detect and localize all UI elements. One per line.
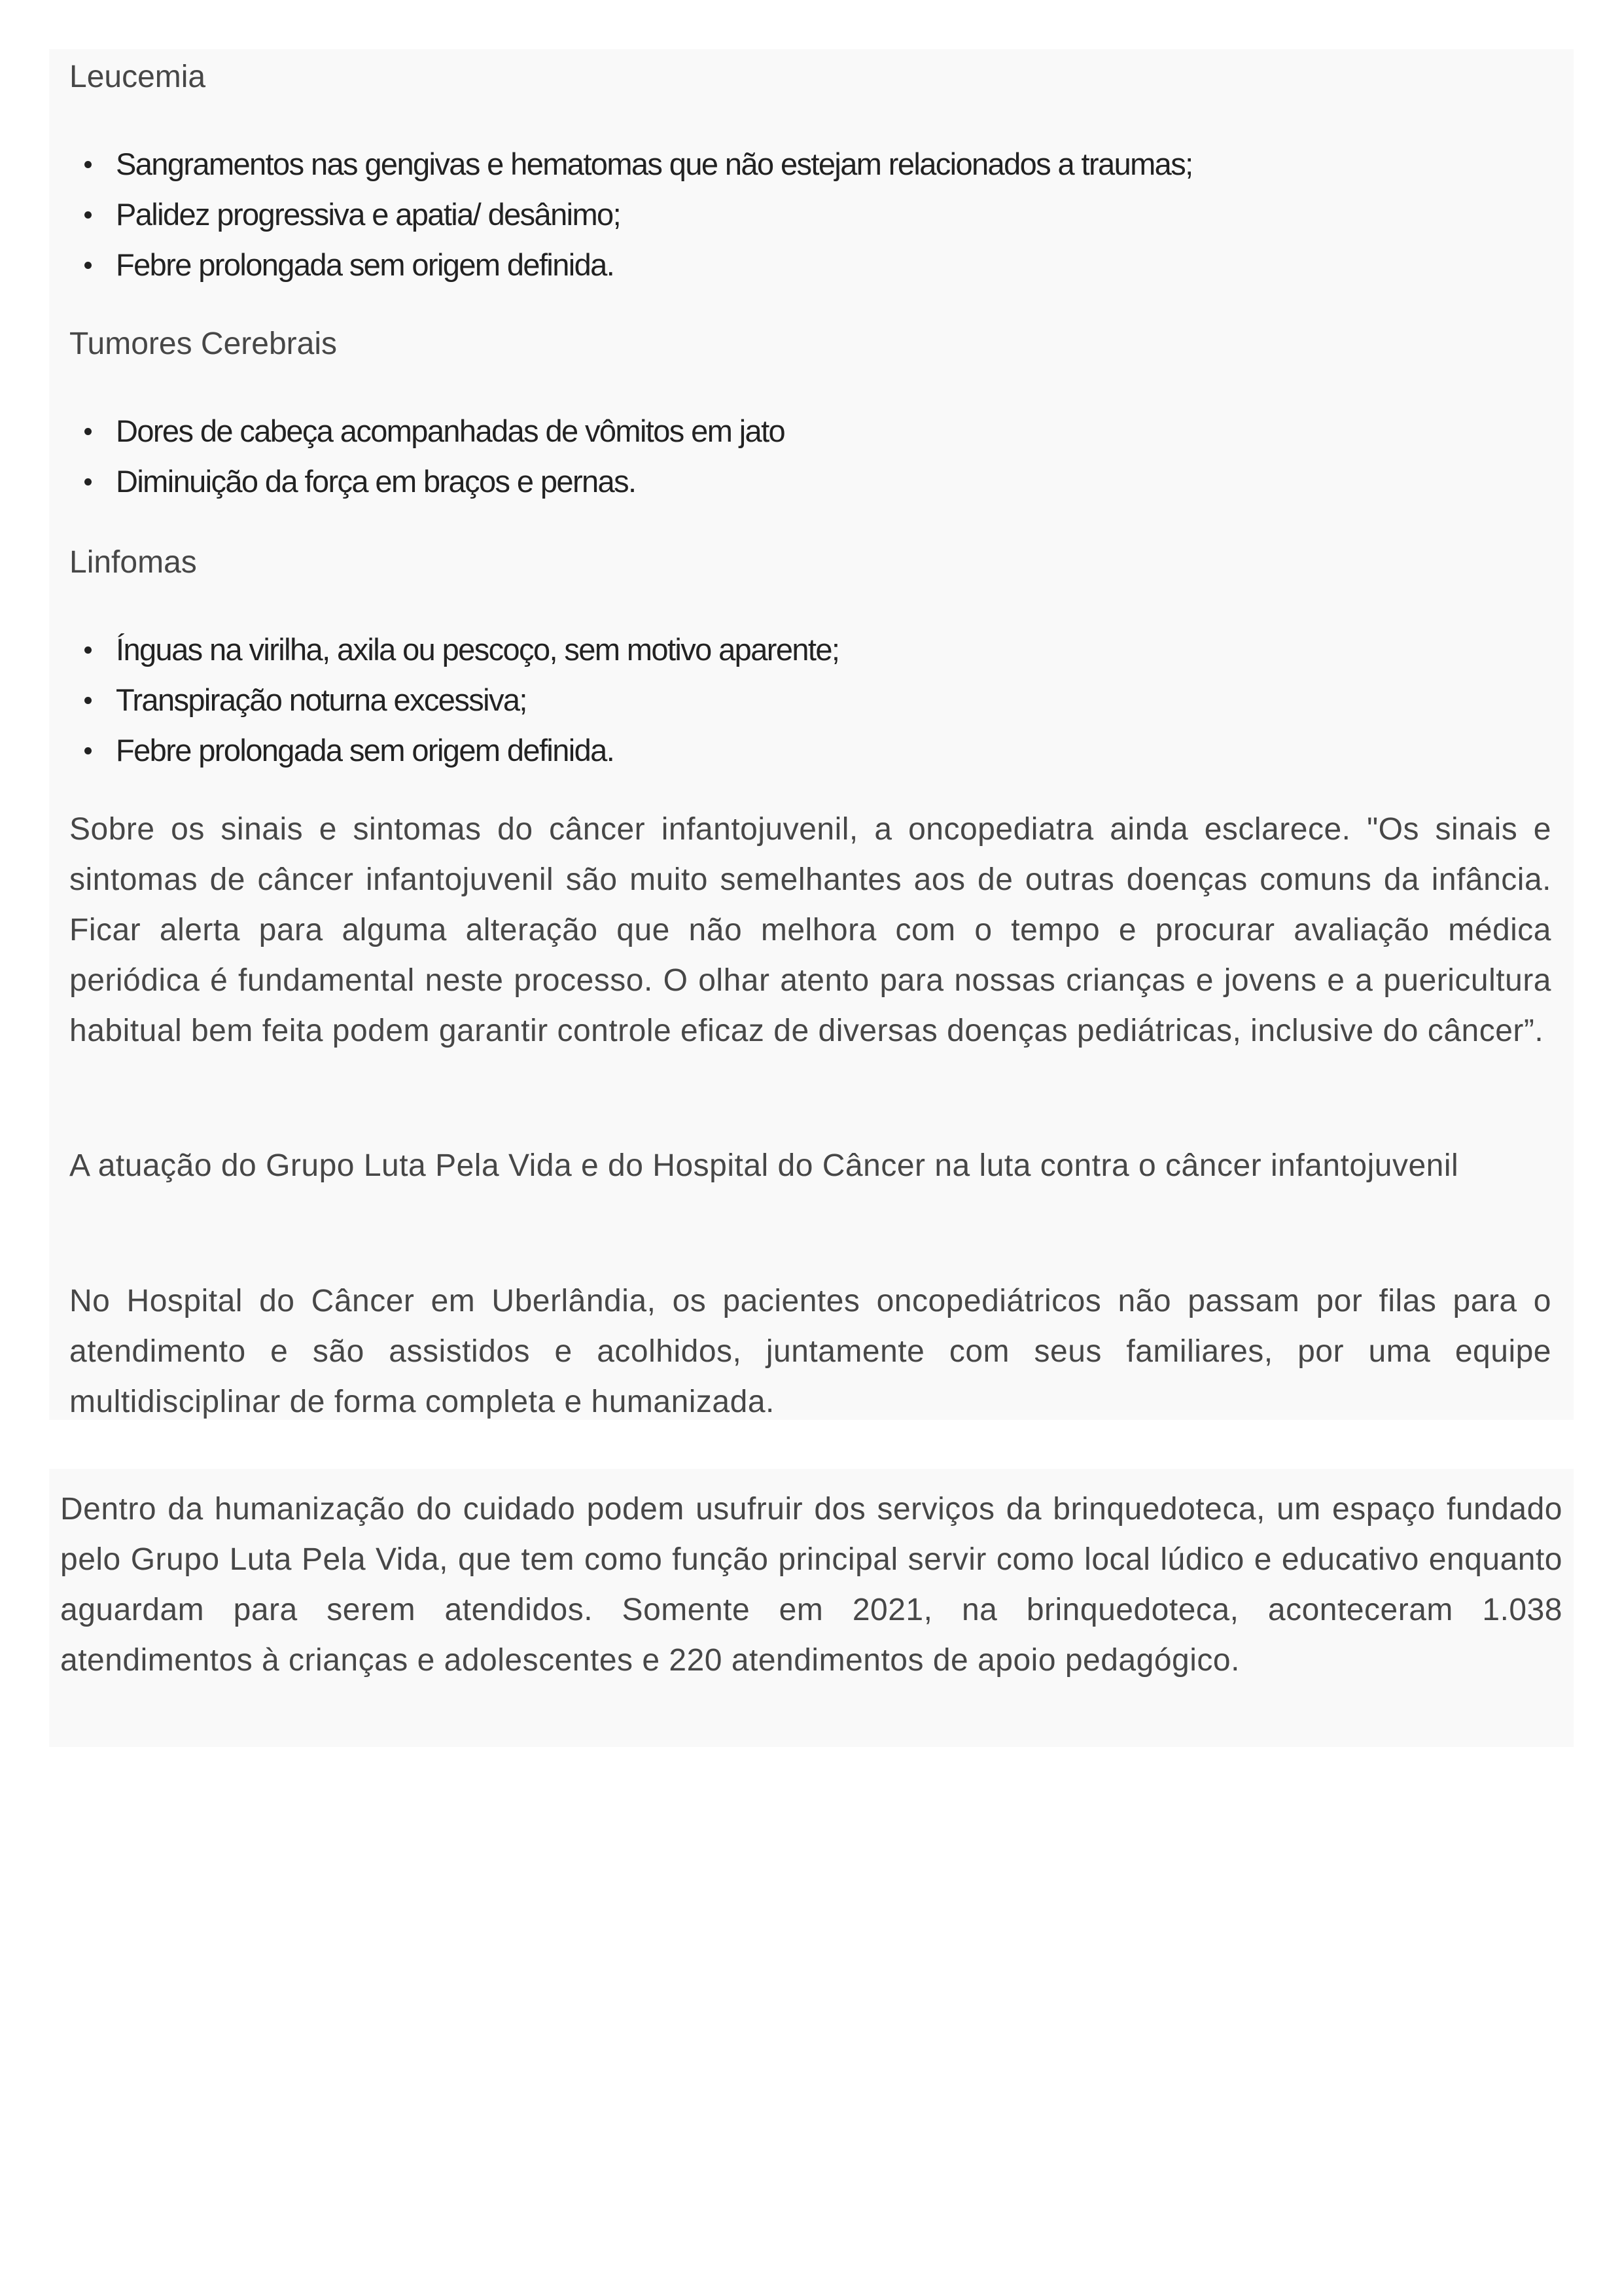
paragraph-atuacao-heading: A atuação do Grupo Luta Pela Vida e do Hospital do Câncer na luta contra o câncer infantojuvenil (69, 1148, 1459, 1183)
section-heading-leucemia: Leucemia (69, 60, 206, 94)
list-item-text: Transpiração noturna excessiva; (116, 682, 527, 717)
list-item (69, 725, 839, 775)
list-item (69, 624, 839, 675)
list-item (69, 406, 785, 456)
list-item-text: Ínguas na virilha, axila ou pescoço, sem motivo aparente; (116, 632, 839, 667)
bullet-icon (84, 697, 92, 704)
bullet-icon (84, 428, 92, 435)
bullet-icon (84, 747, 92, 754)
paragraph-oncopediatra-quote: Sobre os sinais e sintomas do câncer infantojuvenil, a oncopediatra ainda esclarece. "Os sinais e sintomas de câncer infantojuvenil são muito semelhantes aos de outras doenças comuns da infância. Ficar alerta para alguma alteração que não melhora com o tempo e procurar avaliação médica periódica é fundamental neste processo. O olhar atento para nossas crianças e jovens e a puericultura habitual bem feita podem garantir controle eficaz de diversas doenças pediátricas, inclusive do câncer”. (69, 812, 1551, 1048)
section-heading-tumores-cerebrais: Tumores Cerebrais (69, 327, 338, 361)
list-item-text: Febre prolongada sem origem definida. (116, 733, 614, 768)
bullet-icon (84, 478, 92, 486)
symptom-list-linfomas (69, 624, 839, 775)
list-item-text: Dores de cabeça acompanhadas de vômitos em jato (116, 414, 785, 448)
list-item-text: Febre prolongada sem origem definida. (116, 247, 614, 282)
list-item (69, 139, 1193, 189)
paragraph-hospital-atendimento: No Hospital do Câncer em Uberlândia, os pacientes oncopediátricos não passam por filas para o atendimento e são assistidos e acolhidos, juntamente com seus familiares, por uma equipe multidisciplinar de forma completa e humanizada. (69, 1284, 1551, 1419)
list-item-text: Palidez progressiva e apatia/ desânimo; (116, 197, 621, 232)
list-item-text: Diminuição da força em braços e pernas. (116, 464, 636, 499)
bullet-icon (84, 211, 92, 219)
list-item (69, 456, 785, 506)
article-content-box (49, 49, 1574, 1420)
bullet-icon (84, 646, 92, 654)
bullet-icon (84, 262, 92, 269)
list-item-text: Sangramentos nas gengivas e hematomas que não estejam relacionados a traumas; (116, 147, 1193, 181)
symptom-list-tumores (69, 406, 785, 506)
bullet-icon (84, 161, 92, 168)
paragraph-brinquedoteca: Dentro da humanização do cuidado podem usufruir dos serviços da brinquedoteca, um espaço fundado pelo Grupo Luta Pela Vida, que tem como função principal servir como local lúdico e educativo enquanto aguardam para serem atendidos. Somente em 2021, na brinquedoteca, aconteceram 1.038 atendimentos à crianças e adolescentes e 220 atendimentos de apoio pedagógico. (60, 1492, 1562, 1678)
list-item (69, 189, 1193, 239)
list-item (69, 239, 1193, 290)
symptom-list-leucemia (69, 139, 1193, 290)
list-item (69, 675, 839, 725)
section-heading-linfomas: Linfomas (69, 545, 197, 580)
brinquedoteca-box (49, 1469, 1574, 1747)
